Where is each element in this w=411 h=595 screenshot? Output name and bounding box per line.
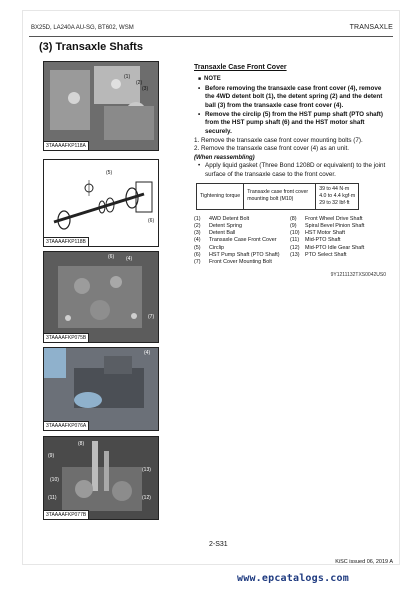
page-number: 2-S31: [209, 541, 228, 548]
page-title: (3) Transaxle Shafts: [39, 41, 143, 53]
part-row: [194, 245, 290, 252]
figure-5-label: (12): [142, 495, 151, 501]
when-reassembling-label: (When reassembling): [194, 154, 255, 161]
shaft-exploded-drawing: [44, 160, 159, 247]
part-name: Detent Ball: [209, 230, 236, 237]
figure-2-label: (5): [106, 170, 113, 176]
figure-3-illustration: [44, 252, 159, 343]
part-row: [290, 252, 386, 259]
parts-legend: [194, 216, 386, 267]
figure-5-label: (10): [50, 477, 59, 483]
part-number: (7): [194, 259, 201, 266]
part-row: [290, 237, 386, 244]
part-name: Mid-PTO Shaft: [305, 237, 341, 244]
reassembly-item: • Apply liquid gasket (Three Bond 1208D or equivalent) to the joint surface of the transaxle case to the front cover.: [194, 162, 386, 179]
figure-3-photo: [43, 251, 159, 343]
figure-1-label: (1): [124, 74, 131, 80]
torque-table: [196, 183, 359, 210]
figure-5-photo: [43, 436, 159, 520]
step-item: 1. Remove the transaxle case front cover mounting bolts (7).: [194, 136, 363, 144]
note-item: • Remove the circlip (5) from the HST pump shaft (PTO shaft) from the HST pump shaft (6) and the HST motor shaft securely.: [194, 111, 386, 136]
part-name: Circlip: [209, 244, 224, 251]
figure-5-caption: 3TAAAAFKP077B: [44, 510, 89, 519]
part-row: [194, 216, 290, 223]
header-rule: [29, 36, 393, 37]
part-row: [194, 230, 290, 237]
part-row: [194, 237, 290, 244]
figure-1-illustration: [44, 62, 159, 151]
figure-5-illustration: [44, 437, 159, 520]
figure-5-label: (8): [78, 441, 85, 447]
manual-page: [22, 10, 400, 565]
part-name: HST Pump Shaft (PTO Shaft): [209, 252, 280, 259]
part-name: Front Cover Mounting Bolt: [209, 259, 272, 266]
part-number: (5): [194, 244, 201, 251]
figure-1-label: (2): [136, 80, 143, 86]
part-row: [290, 245, 386, 252]
document-id: 9Y1211132TXS0042US0: [330, 271, 386, 278]
step-item: 2. Remove the transaxle case front cover (4) as an unit.: [194, 145, 350, 153]
figure-4-caption: 3TAAAAFKP076A: [44, 421, 89, 430]
part-row: [194, 259, 290, 266]
part-name: PTO Select Shaft: [305, 252, 347, 259]
part-number: (2): [194, 222, 201, 229]
part-number: (6): [194, 252, 201, 259]
part-number: (3): [194, 230, 201, 237]
figure-4-photo: [43, 347, 159, 431]
part-row: [290, 216, 386, 223]
part-name: Mid-PTO Idle Gear Shaft: [305, 244, 365, 251]
figure-3-label: (7): [148, 314, 155, 320]
figure-5-label: (13): [142, 467, 151, 473]
torque-value: 39 to 44 N·m: [319, 186, 350, 193]
part-number: (13): [290, 252, 300, 259]
parts-legend-right: [290, 216, 386, 267]
figure-2-caption: 3TAAAAFKP118B: [44, 237, 89, 246]
torque-value: 4.0 to 4.4 kgf·m: [319, 192, 356, 199]
figure-5-label: (9): [48, 453, 55, 459]
part-name: Front Wheel Drive Shaft: [305, 215, 363, 222]
figure-1-photo: [43, 61, 159, 151]
part-name: HST Motor Shaft: [305, 230, 346, 237]
note-heading: ■ NOTE: [198, 76, 386, 84]
torque-label: Tightening torque: [197, 184, 244, 210]
part-number: (4): [194, 237, 201, 244]
figure-2-label: (6): [148, 218, 155, 224]
figure-3-caption: 3TAAAAFKP075B: [44, 333, 89, 342]
torque-item: Transaxle case front cover mounting bolt (M10): [244, 184, 316, 210]
part-number: (12): [290, 244, 300, 251]
header-section: TRANSAXLE: [349, 24, 393, 31]
part-name: Spiral Bevel Pinion Shaft: [305, 222, 365, 229]
note-item: • Before removing the transaxle case front cover (4), remove the 4WD detent bolt (1), the detent spring (2) and the detent ball (3) from the transaxle case front cover (4).: [194, 85, 386, 110]
part-name: Detent Spring: [209, 222, 242, 229]
watermark-link[interactable]: www.epcatalogs.com: [237, 573, 349, 584]
part-number: (1): [194, 215, 201, 222]
parts-legend-left: [194, 216, 290, 267]
figure-4-illustration: [44, 348, 159, 431]
figure-5-label: (11): [48, 495, 57, 501]
section-title: Transaxle Case Front Cover: [194, 64, 287, 71]
figure-3-label: (6): [108, 254, 115, 260]
part-name: Transaxle Case Front Cover: [209, 237, 277, 244]
procedure-text: [194, 63, 386, 278]
torque-value: 29 to 32 lbf·ft: [319, 199, 350, 206]
part-number: (9): [290, 222, 297, 229]
figure-2-drawing: [43, 159, 159, 247]
part-number: (10): [290, 230, 300, 237]
part-name: 4WD Detent Bolt: [209, 215, 250, 222]
figure-1-caption: 3TAAAAFKP118A: [44, 141, 89, 150]
part-row: [194, 252, 290, 259]
part-number: (11): [290, 237, 300, 244]
part-row: [290, 230, 386, 237]
torque-values: [316, 184, 359, 210]
part-number: (8): [290, 215, 297, 222]
figure-1-label: (3): [142, 86, 149, 92]
part-row: [290, 223, 386, 230]
part-row: [194, 223, 290, 230]
header-models: BX25D, LA240A AU-SG, BT602, WSM: [31, 25, 134, 31]
figure-3-label: (4): [126, 256, 133, 262]
figure-4-label: (4): [144, 350, 151, 356]
issued-label: KiSC issued 06, 2019 A: [335, 559, 393, 565]
